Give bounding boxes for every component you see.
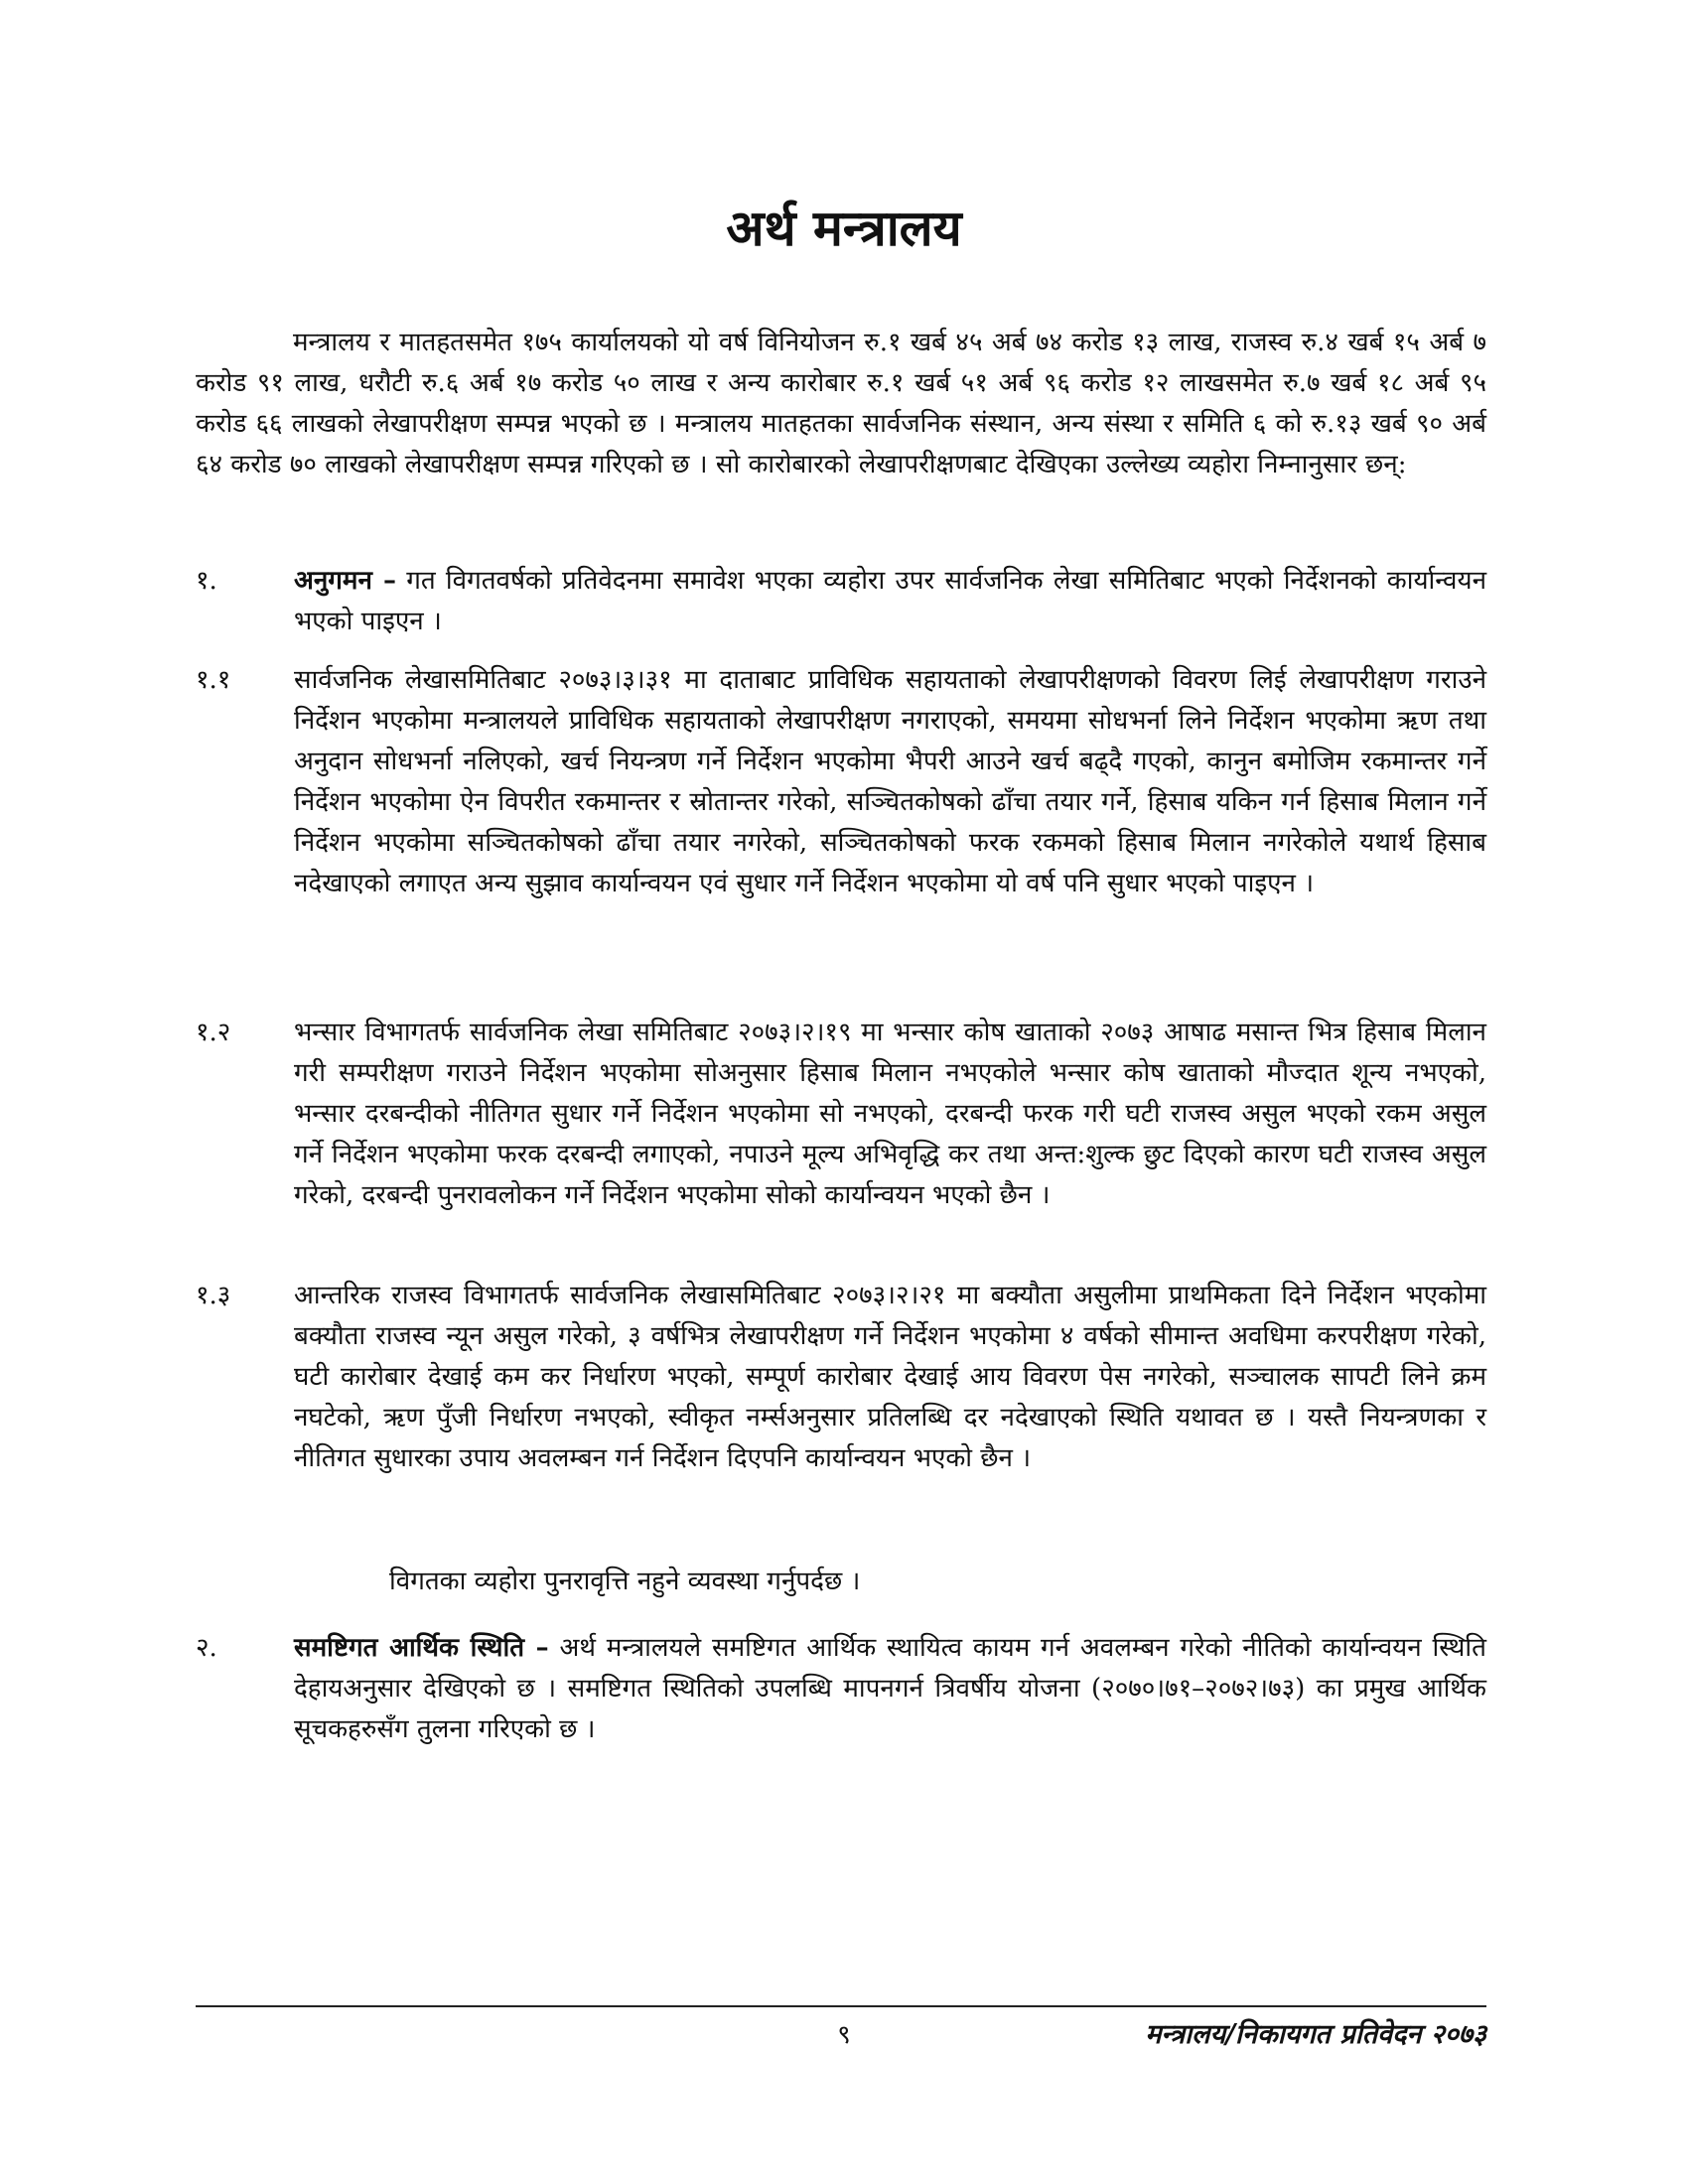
item-number: १.२	[196, 1018, 231, 1047]
item-number: २.	[196, 1633, 217, 1663]
list-item-1	[196, 561, 1486, 642]
footer-divider	[196, 2005, 1486, 2007]
item-number: १.३	[196, 1281, 231, 1310]
list-item-1-3	[196, 1276, 1486, 1479]
page-number: ९	[837, 2020, 851, 2050]
item-number: १.१	[196, 665, 231, 695]
list-item-1-1	[196, 660, 1486, 904]
item-body: भन्सार विभागतर्फ सार्वजनिक लेखा समितिबाट २०७३।२।१९ मा भन्सार कोष खाताको २०७३ आषाढ मसान्त भित्र हिसाब मिलान गरी सम्परीक्षण गराउने निर्देशन भएकोमा सोअनुसार हिसाब मिलान नभएकोले भन्सार कोष खाताको मौज्दात शून्य नभएको, भन्सार दरबन्दीको नीतिगत सुधार गर्ने निर्देशन भएकोमा सो नभएको, दरबन्दी फरक गरी घटी राजस्व असुल भएको रकम असुल गर्ने निर्देशन भएकोमा फरक दरबन्दी लगाएको, नपाउने मूल्य अभिवृद्धि कर तथा अन्त:शुल्क छुट दिएको कारण घटी राजस्व असुल गरेको, दरबन्दी पुनरावलोकन गर्ने निर्देशन भएकोमा सोको कार्यान्वयन भएको छैन ।	[294, 1018, 1486, 1210]
footer-report-title: मन्त्रालय/निकायगत प्रतिवेदन २०७३	[1145, 2019, 1486, 2050]
item-number: १.	[196, 566, 217, 596]
item-body: सार्वजनिक लेखासमितिबाट २०७३।३।३१ मा दाताबाट प्राविधिक सहायताको लेखापरीक्षणको विवरण लिई लेखापरीक्षण गराउने निर्देशन भएकोमा मन्त्रालयले प्राविधिक सहायताको लेखापरीक्षण नगराएको, समयमा सोधभर्ना लिने निर्देशन भएकोमा ऋण तथा अनुदान सोधभर्ना नलिएको, खर्च नियन्त्रण गर्ने निर्देशन भएकोमा भैपरी आउने खर्च बढ्दै गएको, कानुन बमोजिम रकमान्तर गर्ने निर्देशन भएकोमा ऐन विपरीत रकमान्तर र स्रोतान्तर गरेको, सञ्चितकोषको ढाँचा तयार गर्ने, हिसाब यकिन गर्न हिसाब मिलान गर्ने निर्देशन भएकोमा सञ्चितकोषको ढाँचा तयार नगरेको, सञ्चितकोषको फरक रकमको हिसाब मिलान नगरेकोले यथार्थ हिसाब नदेखाएको लगाएत अन्य सुझाव कार्यान्वयन एवं सुधार गर्ने निर्देशन भएकोमा यो वर्ष पनि सुधार भएको पाइएन ।	[294, 665, 1486, 898]
item-body	[294, 561, 1486, 642]
item-text: गत विगतवर्षको प्रतिवेदनमा समावेश भएका व्यहोरा उपर सार्वजनिक लेखा समितिबाट भएको निर्देशनको कार्यान्वयन भएको पाइएन ।	[294, 566, 1486, 636]
item-body	[294, 1628, 1486, 1750]
closing-statement: विगतका व्यहोरा पुनरावृत्ति नहुने व्यवस्था गर्नुपर्दछ ।	[389, 1567, 861, 1596]
list-item-2	[196, 1628, 1486, 1750]
list-item-1-2	[196, 1013, 1486, 1216]
intro-paragraph: मन्त्रालय र मातहतसमेत १७५ कार्यालयको यो वर्ष विनियोजन रु.१ खर्ब ४५ अर्ब ७४ करोड १३ लाख, राजस्व रु.४ खर्ब १५ अर्ब ७ करोड ९१ लाख, धरौटी रु.६ अर्ब १७ करोड ५० लाख र अन्य कारोबार रु.१ खर्ब ५१ अर्ब ९६ करोड १२ लाखसमेत रु.७ खर्ब १८ अर्ब ९५ करोड ६६ लाखको लेखापरीक्षण सम्पन्न भएको छ । मन्त्रालय मातहतका सार्वजनिक संस्थान, अन्य संस्था र समिति ६ को रु.१३ खर्ब ९० अर्ब ६४ करोड ७० लाखको लेखापरीक्षण सम्पन्न गरिएको छ । सो कारोबारको लेखापरीक्षणबाट देखिएका उल्लेख्य व्यहोरा निम्नानुसार छन्:	[196, 328, 1486, 479]
item-heading: समष्टिगत आर्थिक स्थिति –	[294, 1633, 549, 1663]
item-text: अर्थ मन्त्रालयले समष्टिगत आर्थिक स्थायित्व कायम गर्न अवलम्बन गरेको नीतिको कार्यान्वयन स्थिति देहायअनुसार देखिएको छ । समष्टिगत स्थितिको उपलब्धि मापनगर्न त्रिवर्षीय योजना (२०७०।७१–२०७२।७३) का प्रमुख आर्थिक सूचकहरुसँग तुलना गरिएको छ ।	[294, 1633, 1486, 1744]
page-title: अर्थ मन्त्रालय	[726, 199, 962, 257]
item-body: आन्तरिक राजस्व विभागतर्फ सार्वजनिक लेखासमितिबाट २०७३।२।२१ मा बक्यौता असुलीमा प्राथमिकता दिने निर्देशन भएकोमा बक्यौता राजस्व न्यून असुल गरेको, ३ वर्षभित्र लेखापरीक्षण गर्ने निर्देशन भएकोमा ४ वर्षको सीमान्त अवधिमा करपरीक्षण गरेको, घटी कारोबार देखाई कम कर निर्धारण भएको, सम्पूर्ण कारोबार देखाई आय विवरण पेस नगरेको, सञ्चालक सापटी लिने क्रम नघटेको, ऋण पुँजी निर्धारण नभएको, स्वीकृत नर्म्सअनुसार प्रतिलब्धि दर नदेखाएको स्थिति यथावत छ । यस्तै नियन्त्रणका र नीतिगत सुधारका उपाय अवलम्बन गर्न निर्देशन दिएपनि कार्यान्वयन भएको छैन ।	[294, 1281, 1486, 1473]
item-heading: अनुगमन –	[294, 566, 396, 596]
